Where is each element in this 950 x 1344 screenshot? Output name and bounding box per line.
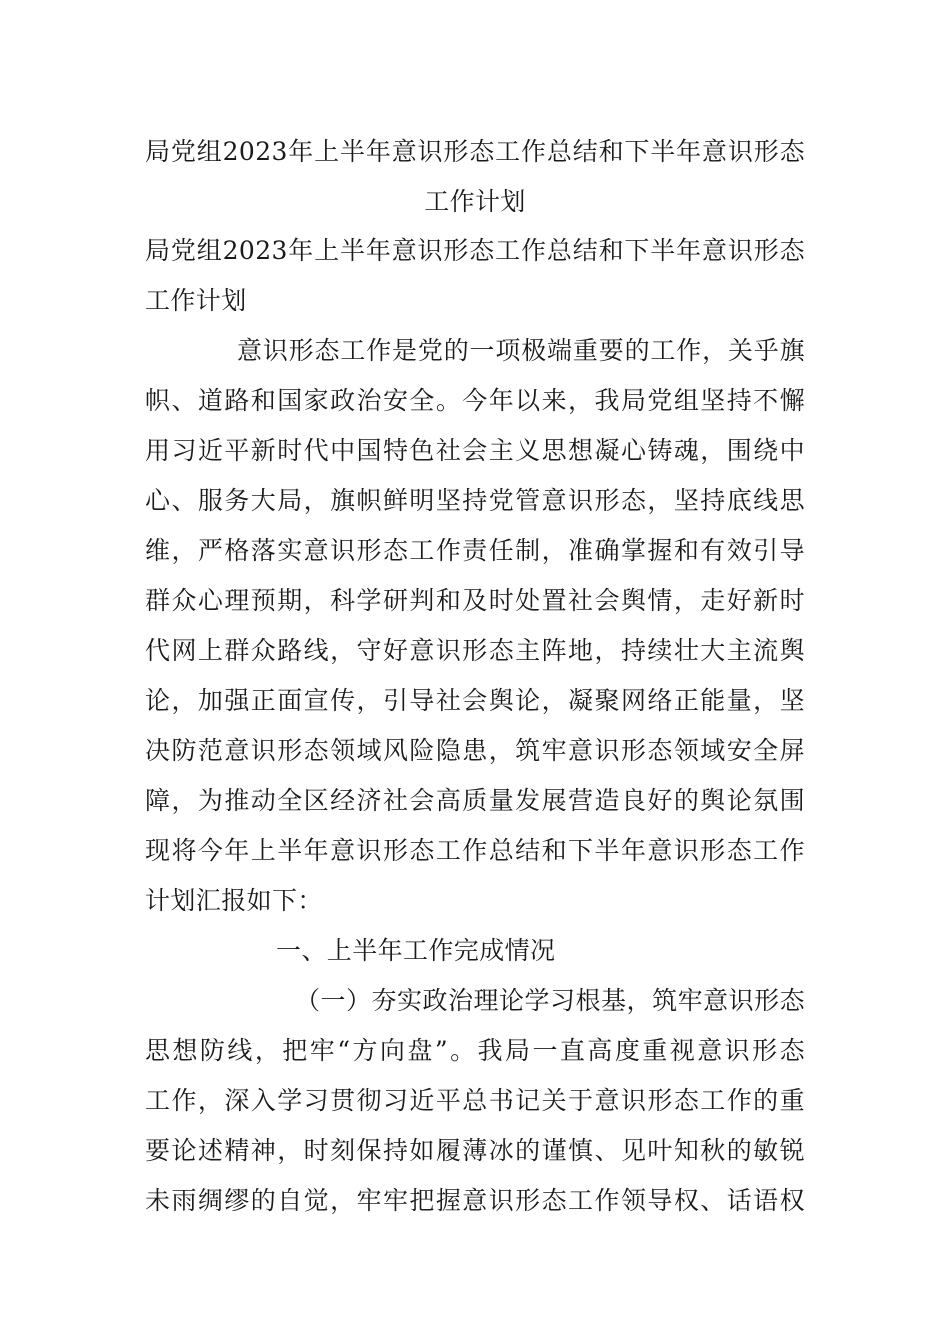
document-subtitle-line-2: 工作计划 [145, 286, 247, 315]
document-title-line-1: 局党组2023年上半年意识形态工作总结和下半年意识形态 [145, 137, 805, 166]
intro-paragraph-line: 论，加强正面宣传，引导社会舆论，凝聚网络正能量，坚 [145, 686, 805, 715]
intro-paragraph-line: 现将今年上半年意识形态工作总结和下半年意识形态工作 [145, 836, 805, 865]
intro-paragraph-line: 代网上群众路线，守好意识形态主阵地，持续壮大主流舆 [145, 636, 805, 665]
intro-paragraph-line: 计划汇报如下： [145, 886, 323, 915]
intro-paragraph-line: 维，严格落实意识形态工作责任制，准确掌握和有效引导 [145, 536, 805, 565]
section-heading: 一、上半年工作完成情况 [276, 936, 556, 965]
document-subtitle-line-1: 局党组2023年上半年意识形态工作总结和下半年意识形态 [145, 236, 805, 265]
subsection-paragraph-line: 思想防线，把牢“方向盘”。我局一直高度重视意识形态 [145, 1036, 805, 1065]
subsection-paragraph-line: 未雨绸缪的自觉，牢牢把握意识形态工作领导权、话语权 [145, 1186, 805, 1215]
intro-paragraph-line: 用习近平新时代中国特色社会主义思想凝心铸魂，围绕中 [145, 436, 805, 465]
intro-paragraph-line: 心、服务大局，旗帜鲜明坚持党管意识形态，坚持底线思 [145, 486, 805, 515]
intro-paragraph-line: 意识形态工作是党的一项极端重要的工作，关乎旗 [237, 336, 805, 365]
subsection-paragraph-line: （一）夯实政治理论学习根基，筑牢意识形态 [295, 986, 805, 1015]
intro-paragraph-line: 决防范意识形态领域风险隐患，筑牢意识形态领域安全屏 [145, 736, 805, 765]
subsection-paragraph-line: 要论述精神，时刻保持如履薄冰的谨慎、见叶知秋的敏锐 [145, 1136, 805, 1165]
document-title-line-2: 工作计划 [424, 187, 526, 216]
subsection-paragraph-line: 工作，深入学习贯彻习近平总书记关于意识形态工作的重 [145, 1086, 805, 1115]
intro-paragraph-line: 障，为推动全区经济社会高质量发展营造良好的舆论氛围 [145, 786, 805, 815]
intro-paragraph-line: 帜、道路和国家政治安全。今年以来，我局党组坚持不懈 [145, 386, 805, 415]
intro-paragraph-line: 群众心理预期，科学研判和及时处置社会舆情，走好新时 [145, 586, 805, 615]
